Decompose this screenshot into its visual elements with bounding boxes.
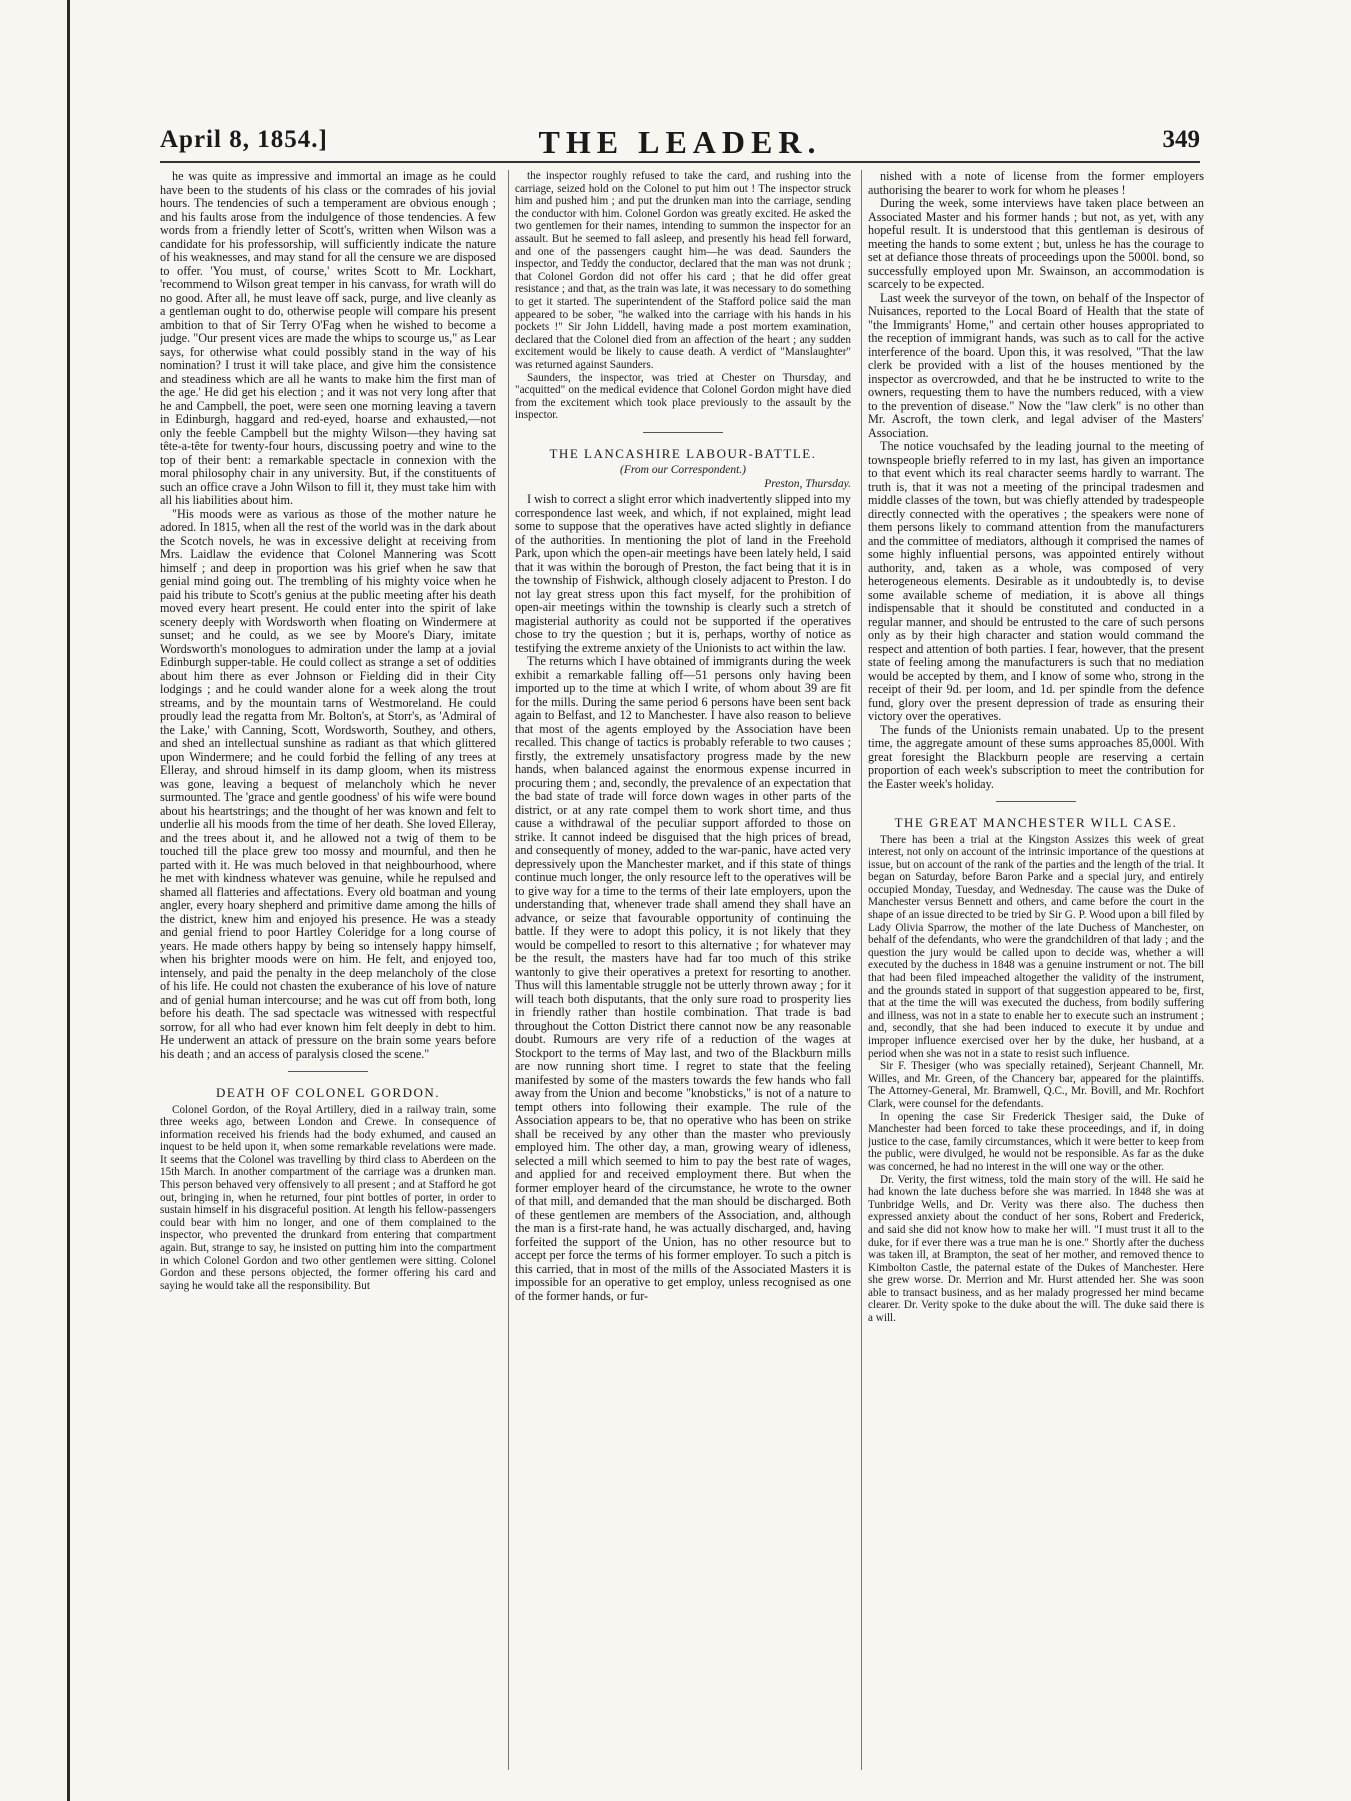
article-paragraph: The notice vouchsafed by the leading journal to the meeting of townspeople briefly referred to in my last, has given an importance to that event which its real character seems hardly to warrant. The truth is, that it was not a meeting of the principal tradesmen and middle classes of the town, but was chiefly attended by tradespeople directly connected with the operatives ; the speakers were none of them persons likely to command attention from the manufacturers and the committee of mediators, although it comprised the names of some highly influential persons, was appointed entirely without authority, and, taken as a whole, was composed of very heterogeneous elements. Desirable as it undoubtedly is, to devise some available scheme of mediation, it is above all things indispensable that it should be constituted and conducted in a regular manner, and should be entrusted to the care of such persons only as by their high character and station would command the respect and attention of both parties. I fear, however, that the present state of feeling among the manufacturers is such that no mediation would be accepted by them, and I know of some who, strong in the receipt of their 9d. per loom, and 1d. per spindle from the defence fund, glory over the present depression of trade as ensuring their victory over the operatives. <box>868 439 1204 723</box>
column-divider-2 <box>861 170 862 1770</box>
article-paragraph: Colonel Gordon, of the Royal Artillery, died in a railway train, some three weeks ago, between London and Crewe. In consequence of information received his friends had the body exhumed, and caused an inquest to be held upon it, when some remarkable revelations were made. It seems that the Colonel was travelling by third class to Aberdeen on the 15th March. In another compartment of the carriage was a drunken man. This person behaved very offensively to all present ; and at Stafford he got out, bringing in, when he returned, four pint bottles of porter, in order to sustain himself in his disgraceful position. At length his fellow-passengers could bear with him no longer, and one of them complained to the inspector, who prevented the drunkard from entering that compartment again. But, strange to say, he insisted on putting him into the compartment in which Colonel Gordon and two other gentlemen were sitting. Colonel Gordon and these persons objected, the former offering his card and saying he would take all the responsibility. But <box>160 1103 496 1292</box>
page-binding-edge <box>67 0 70 1801</box>
article-paragraph: Dr. Verity, the first witness, told the main story of the will. He said he had known the late duchess before she was married. In 1848 she was at Tunbridge Wells, and Dr. Verity was there also. The duchess then expressed anxiety about the conduct of her sons, Robert and Frederick, and said she did not know how to make her will. "I must trust it all to the duke, for if ever there was a true man he is one." Shortly after the duchess was taken ill, at Brampton, the seat of her mother, and removed thence to Kimbolton Castle, the paternal estate of the Dukes of Manchester. Here she grew worse. Dr. Merrion and Mr. Hurst attended her. She was soon able to transact business, and as her malady progressed her mind became clearer. Dr. Verity spoke to the duke about the will. The duke said there is a will. <box>868 1173 1204 1325</box>
article-dateline: Preston, Thursday. <box>764 477 851 490</box>
article-paragraph: The funds of the Unionists remain unabated. Up to the present time, the aggregate amount of these sums approaches 85,000l. With great foresight the Blackburn people are reserving a certain proportion of each week's subscription to meet the contribution for the Easter week's holiday. <box>868 722 1204 791</box>
masthead <box>160 126 1200 166</box>
article-paragraph: In opening the case Sir Frederick Thesiger said, the Duke of Manchester had been forced to take these proceedings, and if, in doing justice to the case, family circumstances, which it were better to keep from the public, were divulged, he would not be responsible. As far as the duke was concerned, he had no interest in the will one way or the other. <box>868 1110 1204 1173</box>
article-paragraph: I wish to correct a slight error which inadvertently slipped into my correspondence last week, and which, if not explained, might lead some to suppose that the operatives have acted slightly in defiance of the authorities. In mentioning the plot of land in the Freehold Park, upon which the open-air meetings have been lately held, I said that it was within the borough of Preston, the fact being that it is in the township of Fishwick, although closely adjacent to Preston. I do not lay great stress upon this fact myself, for the prohibition of open-air meetings within the township is clearly such a stretch of magisterial authority as could not be supported if the operatives chose to try the question ; but it is, perhaps, worthy of notice as testifying the extreme anxiety of the Unionists to act within the law. <box>515 492 851 655</box>
article-paragraph: he was quite as impressive and immortal an image as he could have been to the students of his class or the comrades of his jovial hours. The tendencies of such a temperament are obvious enough ; and his faults arose from the indulgence of those tendencies. A few words from a friendly letter of Scott's, written when Wilson was a candidate for his professorship, will sufficiently indicate the nature of his weaknesses, and may stand for all the censure we are disposed to offer. 'You must, of course,' writes Scott to Mr. Lockhart, 'recommend to Wilson great temper in his canvass, for wrath will do no good. After all, he must leave off sack, purge, and live cleanly as a gentleman ought to do, otherwise people will compare his present ambition to that of Sir Terry O'Fag when he wished to become a judge. "Our present vices are made the whips to scourge us," as Lear says, for otherwise what could possibly stand in the way of his nomination? I trust it will take place, and give him the consistence and steadiness which are all he wants to make him the first man of the age.' He did get his election ; and it was not very long after that he and Campbell, the poet, were seen one morning leaving a tavern in Edinburgh, haggard and red-eyed, hoarse and exhausted,—not only the feeble Campbell but the mighty Wilson—they having sat tête-a-tête for twenty-four hours, discussing poetry and wine to the top of their bent: a remarkable spectacle in connexion with the moral philosophy chair in any university. But, if the constituents of such an office crave a John Wilson to fill it, they must take him with all his liabilities about him. <box>160 170 496 507</box>
article-paragraph: nished with a note of license from the former employers authorising the bearer to work for whom he pleases ! <box>868 170 1204 197</box>
masthead-rule <box>160 161 1200 163</box>
article-paragraph: "His moods were as various as those of the mother nature he adored. In 1815, when all the rest of the world was in the dark about the Scotch novels, he was in excessive delight at receiving from Mrs. Laidlaw the evidence that Colonel Mannering was Scott himself ; and deep in proportion was his grief when he saw that genial mind going out. The trembling of his mighty voice when he paid his tribute to Scott's genius at the public meeting after his death moved every heart present. He could enter into the spirit of lake scenery deeply with Wordsworth when floating on Windermere at sunset; and he could, as we see by Moore's Diary, imitate Wordsworth's monologues to admiration under the lamp at a jovial Edinburgh supper-table. He could collect as strange a set of oddities about him there as ever Johnson or Fielding did in their City lodgings ; and he could wander alone for a week along the trout streams, and by the mountain tarns of Westmoreland. He could proudly lead the regatta from Mr. Bolton's, at Storr's, as 'Admiral of the Lake,' with Canning, Scott, Wordsworth, Southey, and others, and shed an intellectual sunshine as radiant as that which glittered upon Windermere; and he could forbid the felling of any trees at Elleray, and shroud himself in its damp gloom, when its mistress was gone, leaving a bequest of melancholy which he never surmounted. The 'grace and gentle goodness' of his wife were bound about his heartstrings; and the thought of her was known and felt to underlie all his moods from the time of her death. She loved Elleray, and the trees about it, and he allowed not a twig of them to be touched till the place grew too mossy and mournful, and then he parted with it. He was much beloved in that neighbourhood, where he met with kindness whatever was genuine, while he repulsed and shamed all flatteries and affectations. Every old boatman and young angler, every hoary shepherd and primitive dame among the hills of the district, knew him and enjoyed his presence. He was a steady and genial friend to poor Hartley Coleridge for a long course of years. He made others happy by being so intensely happy himself, when his brighter moods were on him. He felt, and enjoyed too, intensely, and paid the penalty in the deep melancholy of the close of his life. He could not chasten the exuberance of his love of nature and of genial human intercourse; and he was cut off from both, long before his death. The sad spectacle was witnessed with respectful sorrow, for all who had ever known him felt deeply in debt to him. He underwent an attack of pressure on the brain some years before his death ; and an access of paralysis closed the scene." <box>160 506 496 1061</box>
article-heading-manchester-will: THE GREAT MANCHESTER WILL CASE. <box>894 815 1178 830</box>
column-1 <box>160 170 496 1770</box>
article-paragraph: Saunders, the inspector, was tried at Chester on Thursday, and "acquitted" on the medical evidence that Colonel Gordon might have died from the excitement which took place previously to the assault by the inspector. <box>515 371 851 422</box>
newspaper-title: THE LEADER. <box>538 124 822 160</box>
column-3 <box>868 170 1204 1770</box>
article-paragraph: During the week, some interviews have taken place between an Associated Master and his former hands ; but not, as yet, with any hopeful result. It is understood that this gentleman is desirous of meeting the hands to some extent ; but, unless he has the courage to set at defiance those threats of proceedings upon the 5000l. bond, so successfully employed upon Mr. Swainson, an accommodation is scarcely to be expected. <box>868 196 1204 291</box>
article-paragraph: Last week the surveyor of the town, on behalf of the Inspector of Nuisances, reported to the Local Board of Health that the state of "the Immigrants' Home," and certain other houses appropriated to the reception of immigrant hands, was such as to call for the active interference of the board. Upon this, it was resolved, "That the law clerk be provided with a list of the houses mentioned by the inspector as overcrowded, and that he be instructed to write to the owners, requesting them to have the numbers reduced, with a view to the prevention of disease." Now the "law clerk" is no other than Mr. Ascroft, the town clerk, and legal adviser of the Masters' Association. <box>868 290 1204 440</box>
article-subheading: (From our Correspondent.) <box>620 464 746 477</box>
section-separator <box>996 801 1076 802</box>
article-paragraph: Sir F. Thesiger (who was specially retained), Serjeant Channell, Mr. Willes, and Mr. Green, of the Chancery bar, appeared for the plaintiffs. The Attorney-General, Mr. Bramwell, Q.C., Mr. Bovill, and Mr. Rochfort Clark, were counsel for the defendants. <box>868 1060 1204 1110</box>
page-number: 349 <box>1162 126 1200 153</box>
article-heading-colonel-gordon: DEATH OF COLONEL GORDON. <box>215 1085 440 1100</box>
article-paragraph: The returns which I have obtained of immigrants during the week exhibit a remarkable falling off—51 persons only having been imported up to the time at which I write, of whom about 39 are fit for the mills. During the same period 6 persons have been sent back again to Belfast, and 12 to Manchester. I have also reason to believe that most of the agents employed by the Association have been recalled. This change of tactics is probably referable to two causes ; firstly, the extremely unsatisfactory progress made by the new hands, when balanced against the enormous expense incurred in procuring them ; and, secondly, the prevalence of an expectation that the bad state of trade will force down wages in other parts of the district, or at any rate compel them to work short time, and thus cause a withdrawal of the peculiar support afforded to those on strike. It cannot indeed be disguised that the high prices of bread, and consequently of money, added to the war-panic, have acted very depressively upon the Manchester market, and if this state of things continue much longer, the only resource left to the operatives will be to give way for a time to the terms of their late employers, upon the understanding that, whenever trade shall amend they shall have an advance, or seize that favourable opportunity of continuing the battle. If they were to adopt this policy, it is not likely that they would be compelled to resort to this alternative ; for whatever may be the result, the masters have had far too much of this strike wantonly to give their operatives a pretext for resorting to another. Thus will this lamentable struggle not be utterly thrown away ; for it will teach both disputants, that the only sure road to prosperity lies in friendly rather than hostile combination. That trade is bad throughout the Cotton District there cannot now be any reasonable doubt. Rumours are very rife of a reduction of the wages at Stockport to the terms of May last, and two of the Blackburn mills are now running short time. I regret to state that the feeling manifested by some of the masters towards the few hands who fall away from the Union and become "knobsticks," is not of a nature to tempt others into following their example. The rule of the Association appears to be, that no operative who has been on strike shall be received by any other than the master who previously employed him. The other day, a man, growing weary of idleness, selected a mill which seemed to him to pay the best rate of wages, and applied for and received employment there. But when the former employer heard of the circumstance, he wrote to the owner of that mill, and demanded that the man should be discharged. Both of these gentlemen are members of the Association, and, although the man is a first-rate hand, he was actually discharged, and, having forfeited the support of the Union, has no other resource but to accept per force the terms of his former employer. To such a pitch is this carried, that in most of the mills of the Associated Masters it is impossible for an operative to get employ, unless recognised as one of the former hands, or fur- <box>515 654 851 1303</box>
column-2 <box>515 170 851 1770</box>
article-paragraph: the inspector roughly refused to take the card, and rushing into the carriage, seized hold on the Colonel to put him out ! The inspector struck him and pushed him ; and put the drunken man into the carriage, sending the conductor with him. Colonel Gordon was greatly excited. He asked the two gentlemen for their names, intending to summon the inspector for an assault. But he seemed to fall asleep, and presently his head fell forward, and one of the passengers caught him—he was dead. Saunders the inspector, and Teddy the conductor, declared that the man was not drunk ; that Colonel Gordon did not offer his card ; that he did offer great resistance ; and that, as the train was late, it was necessary to do something to get it started. The superintendent of the Stafford police said the man appeared to be sober, "he walked into the carriage with his hands in his pockets !" Sir John Liddell, having made a post mortem examination, declared that the Colonel died from an affection of the heart ; any sudden excitement would be likely to cause death. A verdict of "Manslaughter" was returned against Saunders. <box>515 170 851 371</box>
article-heading-lancashire: THE LANCASHIRE LABOUR-BATTLE. <box>549 445 817 461</box>
article-paragraph: There has been a trial at the Kingston Assizes this week of great interest, not only on account of the intrinsic importance of the questions at issue, but on account of the rank of the parties and the length of the trial. It began on Saturday, before Baron Parke and a special jury, and entirely occupied Monday, Tuesday, and Wednesday. The cause was the Duke of Manchester versus Bennett and others, and came before the court in the shape of an issue directed to be tried by Sir G. P. Wood upon a bill filed by Lady Olivia Sparrow, the mother of the late Duchess of Manchester, on behalf of the defendants, who were the grandchildren of that lady ; and the question the jury would be called upon to decide was, whether a will executed by the duchess in 1848 was a genuine instrument or not. The bill that had been filed impeached altogether the validity of the instrument, and the grounds stated in support of that suggestion appeared to be, first, that at the time the will was executed the duchess, from bodily suffering and illness, was not in a state to enable her to execute such an instrument ; and, secondly, that she had been induced to execute it by undue and improper influence exercised over her by the duke, her husband, at a period when she was not in a state to resist such influence. <box>868 833 1204 1060</box>
section-separator <box>288 1071 368 1072</box>
section-separator <box>643 432 723 433</box>
issue-date: April 8, 1854.] <box>160 126 328 153</box>
column-divider-1 <box>508 170 509 1770</box>
